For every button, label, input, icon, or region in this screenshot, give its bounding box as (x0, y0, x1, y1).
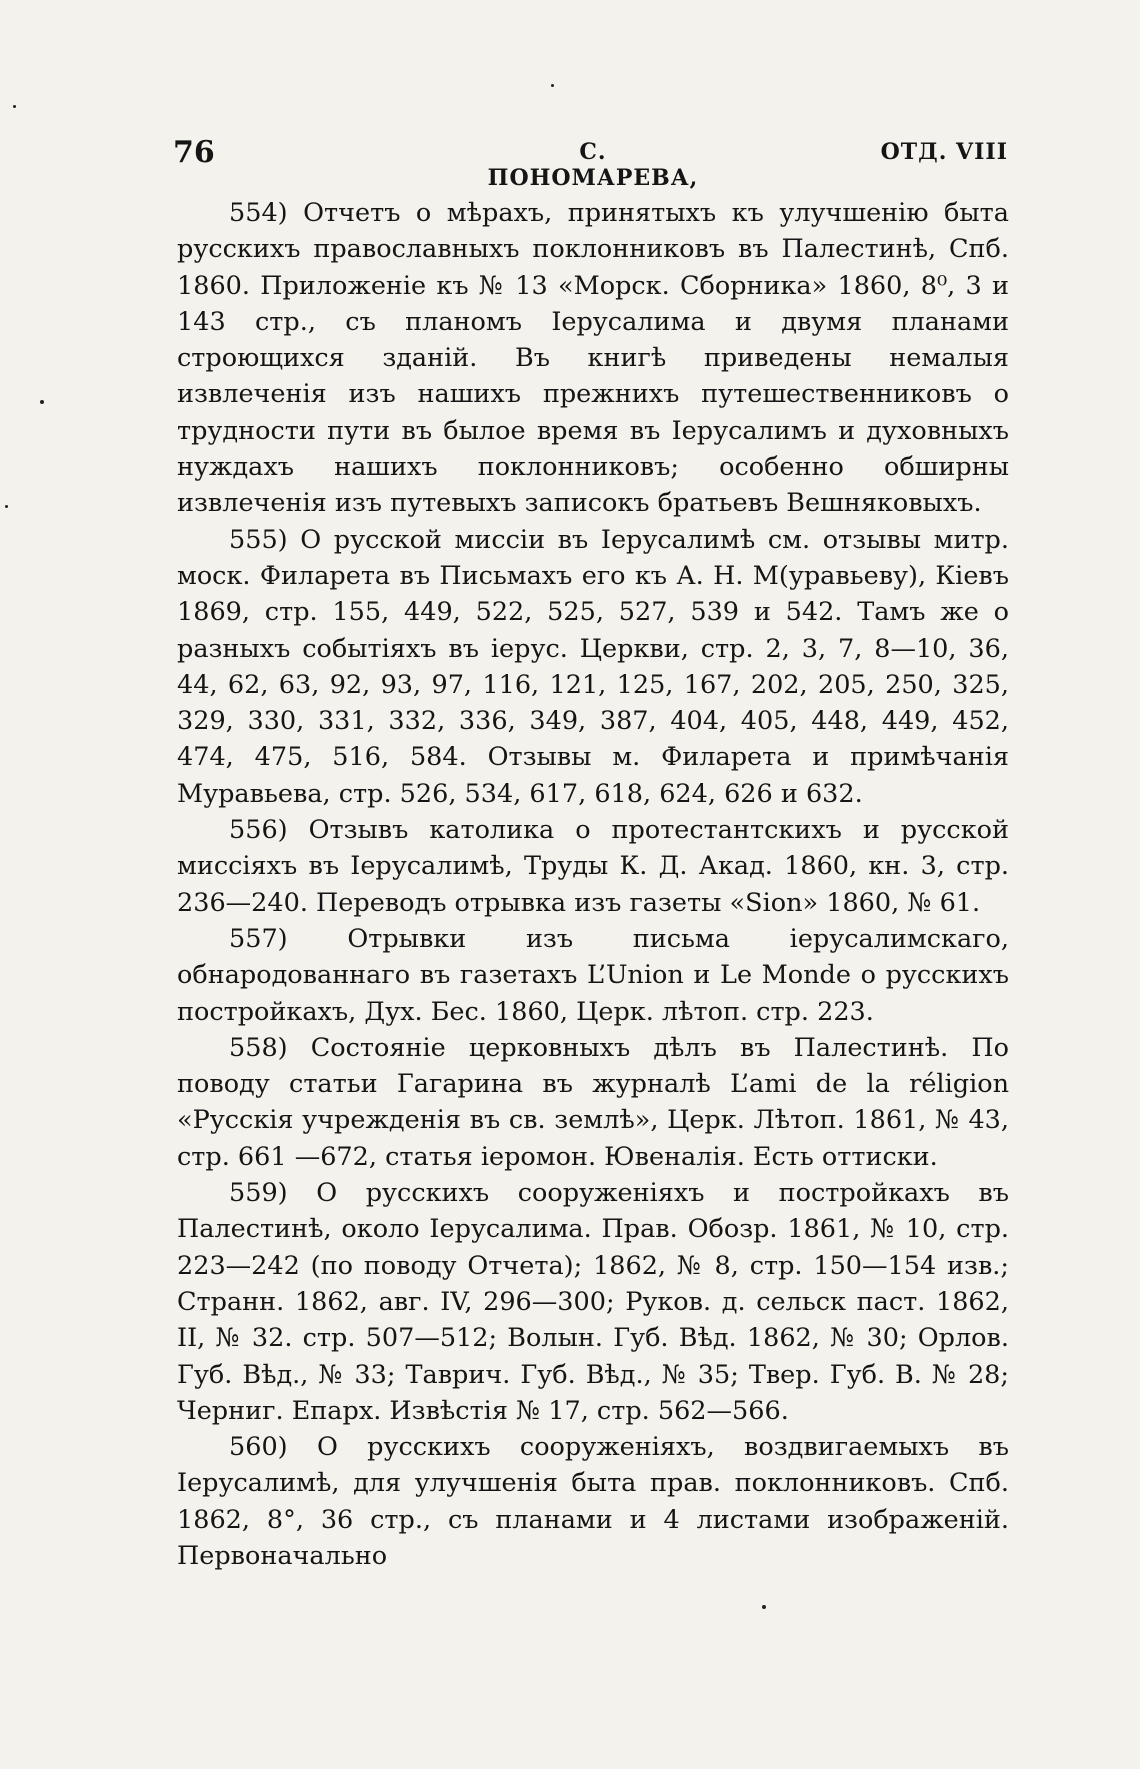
ink-speck (551, 84, 554, 87)
bibliography-entries (177, 195, 1009, 1574)
entry-557: 557) Отрывки изъ письма іерусалимскаго, обнародованнаго въ газетахъ L’Union и Le Monde о русскихъ постройкахъ, Дух. Бес. 1860, Церк. лѣтоп. стр. 223. (177, 923, 1009, 1027)
entry-558: 558) Состояніе церковныхъ дѣлъ въ Палестинѣ. По поводу статьи Гагарина въ журналѣ L’ami de la réligion «Русскія учрежденія въ св. землѣ», Церк. Лѣтоп. 1861, № 43, стр. 661 —672, статья іеромон. Ювеналія. Есть оттиски. (177, 1032, 1009, 1172)
entry-554: 554) Отчетъ о мѣрахъ, принятыхъ къ улучшенію быта русскихъ православныхъ поклонниковъ въ Палестинѣ, Спб. 1860. Приложеніе къ № 13 «Морск. Сборника» 1860, 8⁰, 3 и 143 стр., съ планомъ Іерусалима и двумя планами строющихся зданій. Въ книгѣ приведены немалыя извлеченія изъ нашихъ прежнихъ путешественниковъ о трудности пути въ былое время въ Іерусалимъ и духовныхъ нуждахъ нашихъ поклонниковъ; особенно обширны извлеченія изъ путевыхъ записокъ братьевъ Вешняковыхъ. (177, 198, 1009, 519)
ink-speck (13, 105, 16, 108)
ink-speck (5, 505, 8, 508)
entry-559: 559) О русскихъ сооруженіяхъ и постройкахъ въ Палестинѣ, около Іерусалима. Прав. Обозр. 1861, № 10, стр. 223—242 (по поводу Отчета); 1862, № 8, стр. 150—154 изв.; Странн. 1862, авг. IV, 296—300; Руков. д. сельск паст. 1862, II, № 32. стр. 507—512; Волын. Губ. Вѣд. 1862, № 30; Орлов. Губ. Вѣд., № 33; Таврич. Губ. Вѣд., № 35; Твер. Губ. В. № 28; Черниг. Епарх. Извѣстія № 17, стр. 562—566. (177, 1178, 1009, 1426)
page-header (173, 135, 1008, 191)
ink-speck (762, 1605, 766, 1609)
entry-556: 556) Отзывъ католика о протестантскихъ и русской миссіяхъ въ Іерусалимѣ, Труды К. Д. Акад. 1860, кн. 3, стр. 236—240. Переводъ отрывка изъ газеты «Sion» 1860, № 61. (177, 815, 1009, 918)
page-number: 76 (173, 135, 215, 170)
ink-speck (40, 400, 44, 404)
section-mark: ОТД. VIII (880, 139, 1008, 165)
entry-560: 560) О русскихъ сооруженіяхъ, воздвигаемыхъ въ Іерусалимѣ, для улучшенія быта прав. поклонниковъ. Спб. 1862, 8°, 36 стр., съ планами и 4 листами изображеній. Первоначально (177, 1432, 1009, 1571)
entry-555: 555) О русской миссіи въ Іерусалимѣ см. отзывы митр. моск. Филарета въ Письмахъ его къ А. Н. М(уравьеву), Кіевъ 1869, стр. 155, 449, 522, 525, 527, 539 и 542. Тамъ же о разныхъ событіяхъ въ іерус. Церкви, стр. 2, 3, 7, 8—10, 36, 44, 62, 63, 92, 93, 97, 116, 121, 125, 167, 202, 205, 250, 325, 329, 330, 331, 332, 336, 349, 387, 404, 405, 448, 449, 452, 474, 475, 516, 584. Отзывы м. Филарета и примѣчанія Муравьева, стр. 526, 534, 617, 618, 624, 626 и 632. (177, 524, 1009, 809)
running-title: С. ПОНОМАРЕВА, (487, 139, 699, 191)
